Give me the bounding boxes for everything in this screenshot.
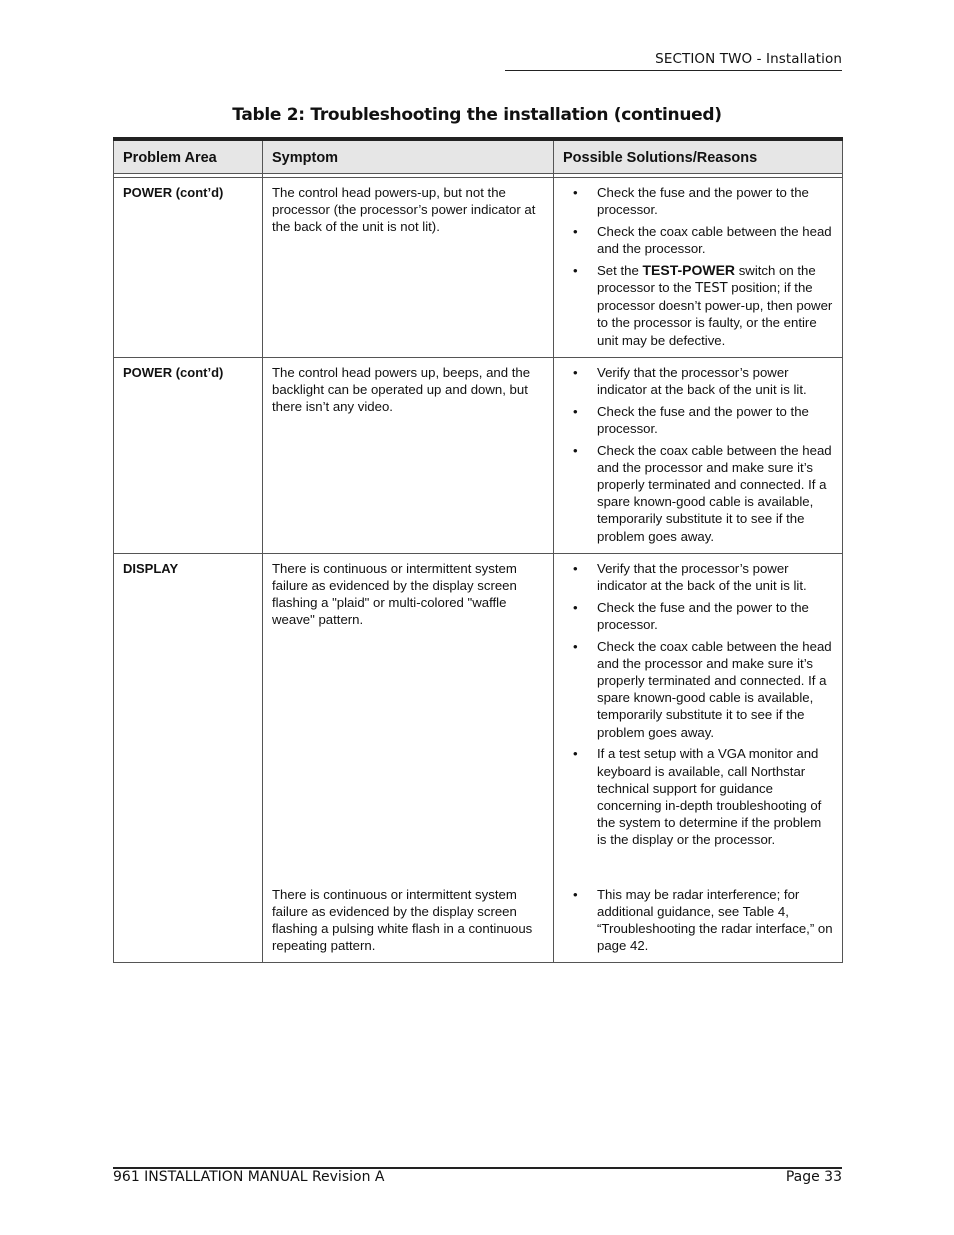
- bullet-icon: •: [573, 638, 578, 654]
- problem-area-cell: DISPLAY: [114, 553, 263, 963]
- symptom-cell: The control head powers-up, but not the processor (the processor’s power indicator at the back of the unit is not lit).: [263, 178, 554, 358]
- list-item: • Verify that the processor’s power indicator at the back of the unit is lit.: [573, 560, 807, 594]
- table-title: Table 2: Troubleshooting the installation (continued): [232, 105, 722, 125]
- solutions-cell: [554, 178, 843, 358]
- problem-area-cell: POWER (cont’d): [114, 178, 263, 358]
- column-header-solutions: Possible Solutions/Reasons: [554, 139, 843, 174]
- table-row: [114, 553, 843, 963]
- table-header-row: [114, 139, 843, 174]
- solutions-gap: [563, 849, 833, 886]
- solutions-list: [563, 560, 833, 849]
- symptom-cell: [263, 553, 554, 963]
- bullet-icon: •: [573, 886, 578, 902]
- footer-page-number: Page 33: [785, 1169, 842, 1185]
- switch-name: TEST-POWER: [642, 261, 736, 278]
- problem-area-cell: POWER (cont’d): [114, 357, 263, 553]
- list-item: • Check the coax cable between the head and the processor.: [573, 223, 832, 257]
- symptom-gap: [272, 629, 544, 886]
- list-item: • Verify that the processor’s power indicator at the back of the unit is lit.: [573, 364, 807, 398]
- solutions-list: [563, 364, 833, 545]
- list-item: • Check the coax cable between the head and the processor and make sure it’s properly terminated and connected. If a spare known-good cable is available, temporarily substitute it to see if the problem goes away.: [573, 638, 832, 740]
- list-item: • Set the TEST-POWER switch on the processor to the TEST position; if the processor doesn’t power-up, then power to the processor is faulty, or the entire unit may be defective.: [573, 261, 833, 348]
- column-header-problem-area: Problem Area: [114, 139, 263, 174]
- switch-position: TEST: [695, 281, 728, 297]
- solutions-cell: [554, 553, 843, 963]
- list-item: • This may be radar interference; for additional guidance, see Table 4, “Troubleshooting the radar interface,” on page 42.: [573, 886, 833, 954]
- bullet-icon: •: [573, 403, 578, 419]
- table-row: [114, 178, 843, 358]
- symptom-text: There is continuous or intermittent system failure as evidenced by the display screen flashing a "plaid" or multi-colored "waffle weave" pattern.: [272, 560, 517, 628]
- solutions-cell: [554, 357, 843, 553]
- table-row: [114, 357, 843, 553]
- footer-manual-title: 961 INSTALLATION MANUAL Revision A: [113, 1169, 385, 1185]
- bullet-icon: •: [573, 185, 578, 200]
- bullet-icon: •: [573, 364, 578, 380]
- bullet-icon: •: [573, 262, 578, 278]
- bullet-icon: •: [573, 560, 578, 576]
- header-rule: [505, 70, 842, 71]
- list-item: • Check the fuse and the power to the processor.: [573, 599, 809, 632]
- list-item: • Check the fuse and the power to the processor.: [573, 185, 809, 218]
- symptom-text-2: There is continuous or intermittent system failure as evidenced by the display screen flashing a pulsing white flash in a continuous repeating pattern.: [272, 886, 533, 954]
- troubleshooting-table: [113, 137, 842, 963]
- bullet-icon: •: [573, 442, 578, 458]
- list-item: • Check the coax cable between the head and the processor and make sure it’s properly terminated and connected. If a spare known-good cable is available, temporarily substitute it to see if the problem goes away.: [573, 442, 832, 544]
- bullet-icon: •: [573, 599, 578, 615]
- bullet-icon: •: [573, 223, 578, 239]
- column-header-symptom: Symptom: [263, 139, 554, 174]
- section-header: SECTION TWO - Installation: [655, 51, 842, 67]
- list-item: • Check the fuse and the power to the processor.: [573, 403, 809, 436]
- list-item: • If a test setup with a VGA monitor and keyboard is available, call Northstar technical support for guidance concerning in-depth troubleshooting of the system to determine if the problem is the display or the processor.: [573, 746, 822, 848]
- solutions-list: [563, 184, 833, 349]
- solutions-list-2: [563, 886, 833, 955]
- bullet-icon: •: [573, 746, 578, 762]
- symptom-cell: The control head powers up, beeps, and the backlight can be operated up and down, but there isn’t any video.: [263, 357, 554, 553]
